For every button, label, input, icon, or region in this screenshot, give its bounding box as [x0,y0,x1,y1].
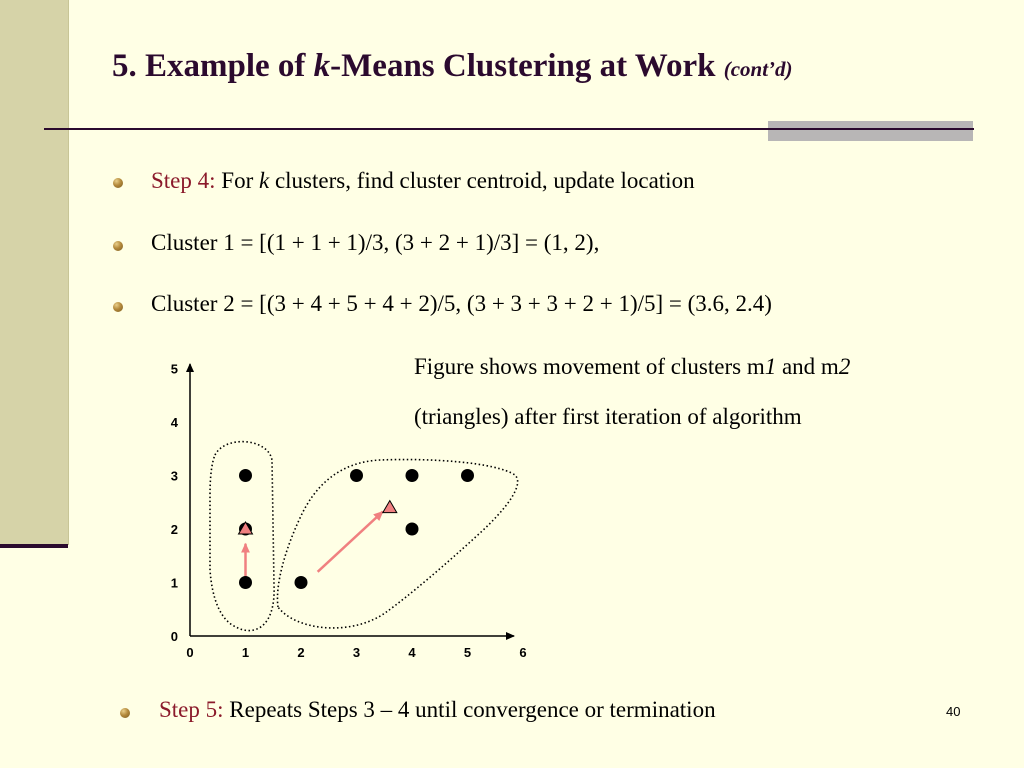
x-tick-label: 0 [186,645,194,660]
caption-1d: 2 [838,354,851,379]
y-tick-label: 3 [170,468,178,484]
x-tick-label: 6 [519,645,527,660]
bullet-icon [120,708,130,718]
x-tick-label: 2 [297,645,305,660]
step5-label: Step 5: [159,697,224,722]
centroid-m2 [383,501,397,513]
x-tick-label: 4 [408,645,416,660]
cluster2-outline [277,460,517,628]
caption-1a: Figure shows movement of clusters m [414,354,765,379]
page-number: 40 [946,704,961,719]
data-point [406,523,419,536]
step4-label: Step 4: [151,168,216,193]
cluster1-line: Cluster 1 = [(1 + 1 + 1)/3, (3 + 2 + 1)/3] = (1, 2), [151,230,600,255]
data-point [239,469,252,482]
step4-pre: For [215,168,259,193]
x-tick-label: 3 [352,645,361,660]
data-point [350,469,363,482]
caption-1c: and m [776,354,839,379]
y-tick-label: 1 [170,575,178,591]
data-point [406,469,419,482]
step4-post: clusters, find cluster centroid, update location [269,168,695,193]
step5-line [159,697,716,723]
y-tick-label: 0 [170,629,178,644]
y-tick-label: 4 [170,415,178,430]
cluster2-line: Cluster 2 = [(3 + 4 + 5 + 4 + 2)/5, (3 + 3 + 3 + 2 + 1)/5] = (3.6, 2.4) [151,291,772,316]
title-contd: (cont’d) [723,57,793,81]
data-point [239,576,252,589]
x-tick-label: 1 [241,645,250,660]
y-tick-label: 2 [170,522,178,537]
title-suffix: -Means Clustering at Work [330,48,724,84]
caption-1b: 1 [764,354,777,379]
title-k: k [313,48,331,84]
y-tick-label: 5 [170,361,178,377]
cluster1-outline [210,442,274,631]
data-point [461,469,474,482]
step5-text: Repeats Steps 3 – 4 until convergence or termination [223,697,716,722]
data-point [295,576,308,589]
movement-arrow [318,512,383,572]
title-prefix: 5. Example of [112,48,314,84]
figure-caption-line2: (triangles) after first iteration of algorithm [414,404,802,429]
step4-k: k [258,168,270,193]
x-tick-label: 5 [463,645,472,660]
